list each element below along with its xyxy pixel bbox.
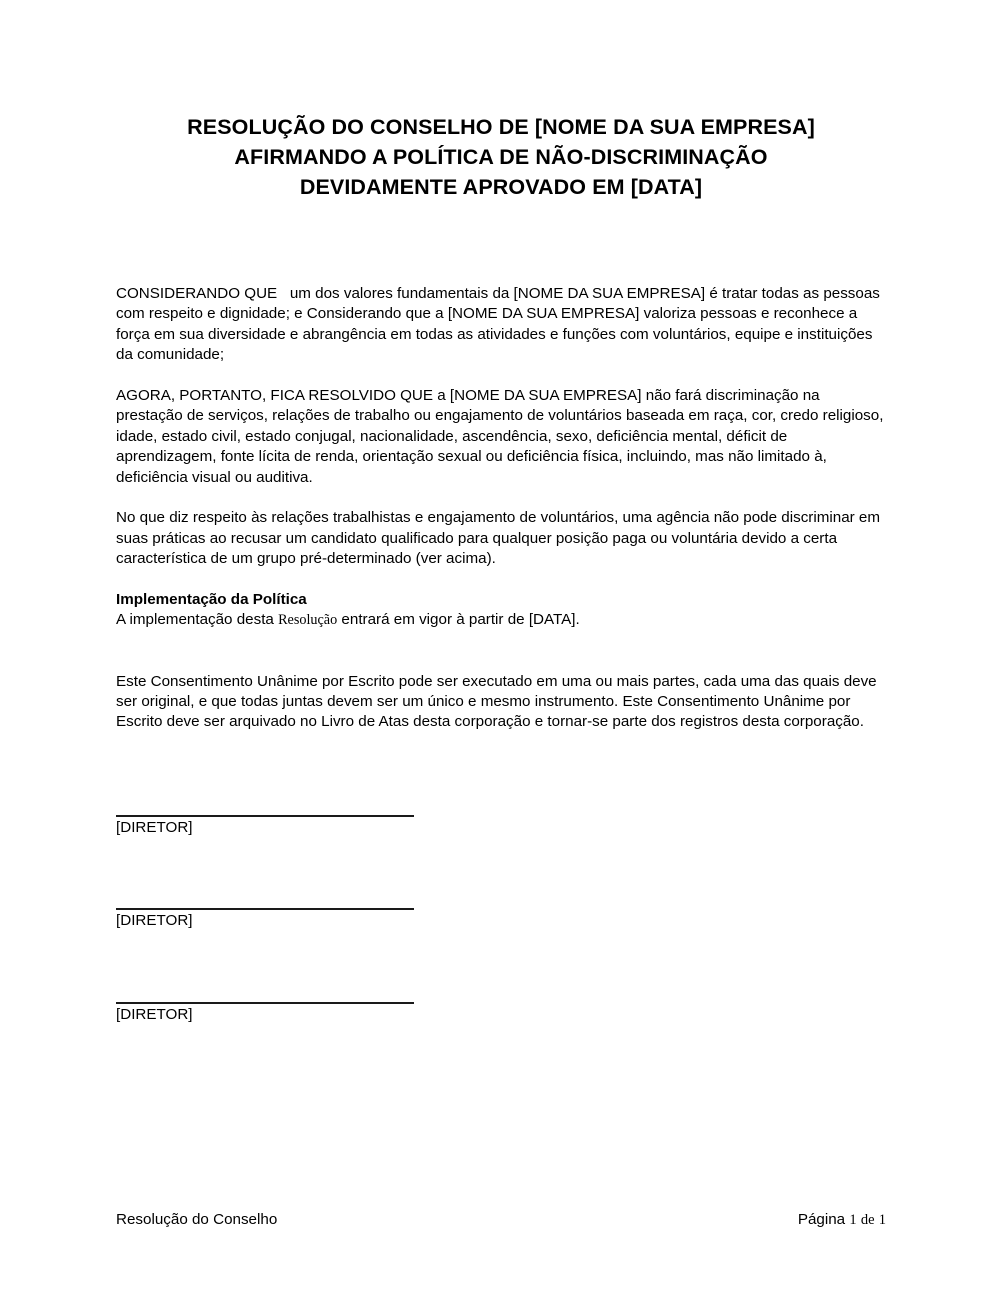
paragraph-resolvido: AGORA, PORTANTO, FICA RESOLVIDO QUE a [NOME DA SUA EMPRESA] não fará discriminação na prestação de serviços, relações de trabalho ou engajamento de voluntários baseada em raça, cor, credo religioso, idade, estado civil, estado conjugal, nacionalidade, ascendência, sexo, deficiência mental, déficit de aprendizagem, fonte lícita de renda, orientação sexual ou deficiência física, incluindo, mas não limitado à, deficiência visual ou auditiva. <box>116 387 884 486</box>
signature-block-2 <box>116 908 414 931</box>
section-body-text-after: entrará em vigor à partir de [DATA]. <box>337 611 580 629</box>
paragraph-considerando: CONSIDERANDO QUE um dos valores fundamentais da [NOME DA SUA EMPRESA] é tratar todas as pessoas com respeito e dignidade; e Considerando que a [NOME DA SUA EMPRESA] valoriza pessoas e reconhece a força em sua diversidade e abrangência em todas as atividades e funções com voluntários, equipe e instituições da comunidade; <box>116 285 885 364</box>
paragraph-relacoes-trabalhistas: No que diz respeito às relações trabalhistas e engajamento de voluntários, uma agência não pode discriminar em suas práticas ao recusar um candidato qualificado para qualquer posição paga ou voluntária devido a certa característica de um grupo pré-determinado (ver acima). <box>116 509 881 568</box>
signature-label-1: [DIRETOR] <box>116 818 193 836</box>
signature-label-2: [DIRETOR] <box>116 912 193 930</box>
section-body-text-before: A implementação desta <box>116 611 279 629</box>
title-line-3: DEVIDAMENTE APROVADO EM [DATA] <box>299 175 703 199</box>
page-footer <box>116 1210 886 1230</box>
section-body-implementacao <box>116 610 886 630</box>
footer-page-word: Página <box>797 1211 846 1228</box>
footer-page-indicator <box>798 1210 886 1230</box>
footer-page-total: 1 <box>878 1212 886 1228</box>
title-line-1: RESOLUÇÃO DO CONSELHO DE [NOME DA SUA EMPRESA] <box>187 115 815 139</box>
section-heading-implementacao: Implementação da Política <box>116 591 307 609</box>
signature-label-3: [DIRETOR] <box>116 1005 193 1023</box>
footer-of-word: de <box>860 1212 875 1228</box>
title-line-2: AFIRMANDO A POLÍTICA DE NÃO-DISCRIMINAÇÃO <box>234 145 768 169</box>
page-title <box>116 0 886 202</box>
paragraph-consentimento-unanime: Este Consentimento Unânime por Escrito pode ser executado em uma ou mais partes, cada uma das quais deve ser original, e que todas juntas devem ser um único e mesmo instrumento. Este Consentimento Unânime por Escrito deve ser arquivado no Livro de Atas desta corporação e tornar-se parte dos registros desta corporação. <box>116 672 877 731</box>
section-body-emphasis-resolucao: Resolução <box>278 612 338 629</box>
footer-document-name: Resolução do Conselho <box>116 1211 278 1228</box>
signature-block-3 <box>116 1002 414 1025</box>
signature-section <box>116 815 886 1025</box>
document-content <box>116 0 886 1025</box>
section-implementacao <box>116 590 886 631</box>
signature-block-1 <box>116 815 414 838</box>
footer-page-number: 1 <box>849 1212 857 1228</box>
